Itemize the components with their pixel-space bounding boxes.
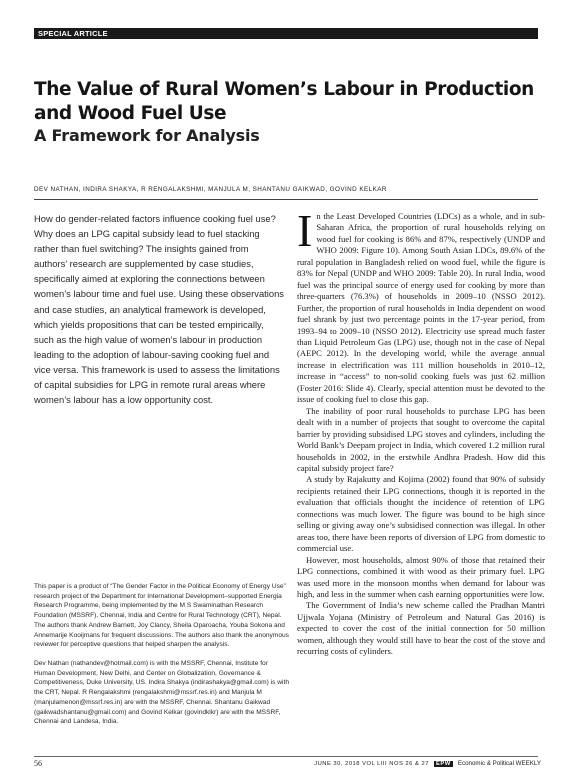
header-rule bbox=[34, 199, 538, 200]
journal-footer bbox=[314, 760, 541, 767]
author-affiliations: Dev Nathan (nathandev@hotmail.com) is with the MSSRF, Chennai, Institute for Human Development, New Delhi, and Center on Globalization, Governance & Competitiveness, Duke University, US. Indira Shakya (indirashakya@gmail.com) is with the CRT, Nepal. R Rengalakshmi (rengalakshmi@mssrf.res.in) and Manjula M (manjulamenon@mssrf.res.in) are with the MSSRF, Chennai. Shantanu Gaikwad (gaikwadshantanu@gmail.com) and Govind Kelkar (govindklkr) are with the MSSRF, Chennai and Landesa, India. bbox=[34, 660, 290, 726]
journal-name: Economic & Political WEEKLY bbox=[457, 760, 541, 767]
article-body bbox=[297, 205, 545, 658]
body-paragraph-1: In the Least Developed Countries (LDCs) as a whole, and in sub-Saharan Africa, the proportion of rural households relying on wood fuel for cooking is 86% and 87%, respectively (UNDP and WHO 2009: Figure 10). Among South Asian LDCs, 89.6% of the rural population in Bangladesh relied on wood fuel, while the figure is 83% for Nepal (UNDP and WHO 2009: Table 20). In rural India, wood fuel was the principal source of energy used for cooking by more than three-quarters (76.3%) of households in 2009–10 (NSSO 2012). Further, the proportion of rural households in India dependent on wood fuel shrank by just two percentage points in the 17-year period, from 1993–94 to 2009–10 (NSSO 2012). Electricity use spread much faster than Liquid Petroleum Gas (LPG) use, though not in the case of Nepal (AEPC 2012). In the developing world, while the average annual increase in electrification was 111 million households in 2010–12, increase in “access” to non-solid cooking fuels was just 62 million (Foster 2016: Slide 4). Clearly, special attention must be devoted to the issue of cooking fuel to close this gap. bbox=[297, 205, 545, 405]
body-paragraph-5: The Government of India’s new scheme called the Pradhan Mantri Ujjwala Yojana (Ministry of Petroleum and Natural Gas 2016) is expected to cover the cost of the initial connection for 50 million women, although they would still have to bear the cost of the stove and recurring costs of cylinders. bbox=[297, 600, 545, 657]
acknowledgement-note: This paper is a product of “The Gender Factor in the Political Economy of Energy Use” research project of the Department for International Development–supported Energia Research Programme, being implemented by the M S Swaminathan Research Foundation (MSSRF), Chennai, India and Centre for Rural Technology (CRT), Nepal. The authors thank Andrew Barnett, Joy Clancy, Sheila Oparoacha, Youba Sokona and Annemarije Kooijmans for frequent discussions. The authors also thank the anonymous reviewer for perceptive questions that helped sharpen the analysis. bbox=[34, 583, 289, 649]
page-number: 56 bbox=[34, 759, 42, 768]
issue-info: JUNE 30, 2018 VOL LIII NOS 26 & 27 bbox=[314, 761, 429, 767]
footer-rule bbox=[34, 756, 538, 757]
section-tag: SPECIAL ARTICLE bbox=[34, 28, 538, 39]
article-subtitle: A Framework for Analysis bbox=[34, 126, 260, 145]
drop-cap: I bbox=[297, 205, 313, 256]
author-list: DEV NATHAN, INDIRA SHAKYA, R RENGALAKSHMI, MANJULA M, SHANTANU GAIKWAD, GOVIND KELKAR bbox=[34, 186, 387, 193]
article-title: The Value of Rural Women’s Labour in Production and Wood Fuel Use bbox=[34, 79, 534, 124]
body-paragraph-3: A study by Rajakutty and Kojima (2002) found that 90% of subsidy recipients retained their LPG connections, though it is reported in the evaluation that officials thought the incidence of retention of LPG connections was much lower. The figure was bound to be high since selling or giving away one’s subsidised connection was illegal. In other areas too, there have been reports of diversion of LPG from domestic to commercial use. bbox=[297, 474, 545, 554]
epw-logo: EPW bbox=[436, 761, 451, 767]
body-paragraph-2: The inability of poor rural households to purchase LPG has been dealt with in a number of projects that sought to overcome the capital barrier by providing subsidised LPG stoves and cylinders, including the World Bank’s Deepam project in India, which covered 1.2 million rural households in 2002, in the erstwhile Andhra Pradesh. How did this capital subsidy project fare? bbox=[297, 405, 545, 473]
body-paragraph-4: However, most households, almost 90% of those that retained their LPG connections, combined it with wood as their primary fuel. LPG was used more in the monsoon months when demand for labour was high, and less in the summer when cash earning opportunities were low. bbox=[297, 554, 545, 599]
abstract: How do gender-related factors influence cooking fuel use? Why does an LPG capital subsidy lead to fuel stacking rather than fuel switching? The insights gained from authors’ research are supplemented by case studies, specifically aimed at exploring the connections between women’s labour time and fuel use. Using these observations and case studies, an analytical framework is developed, which yields propositions that can be tested empirically, such as the high value of women’s labour in production leading to the adoption of labour-saving cooking fuel and vice versa. This framework is used to assess the limitations of capital subsidies for LPG in remote rural areas where women’s labour has a low opportunity cost. bbox=[34, 213, 284, 406]
